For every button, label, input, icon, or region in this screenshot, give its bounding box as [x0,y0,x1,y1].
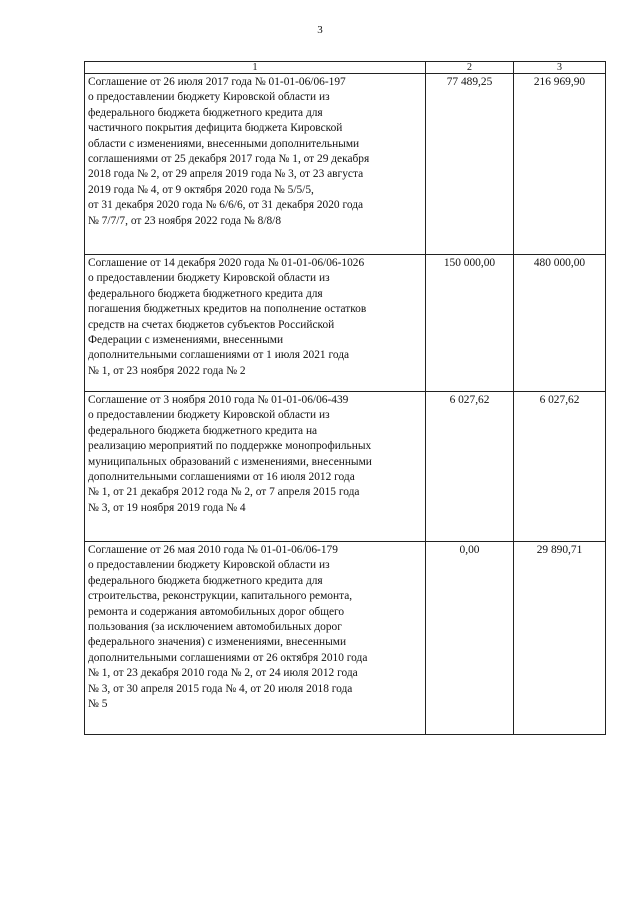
column-header-3: 3 [514,62,606,74]
column-header-1: 1 [85,62,426,74]
table-row [85,255,606,392]
amount-column-3: 29 890,71 [514,542,606,735]
amount-column-3: 480 000,00 [514,255,606,392]
budget-credits-table [84,61,606,735]
amount-column-2: 77 489,25 [426,74,514,255]
agreement-description: Соглашение от 26 мая 2010 года № 01-01-06/06-179 о предоставлении бюджету Кировской области из федерального бюджета бюджетного кредита для строительства, реконструкции, капитального ремонта, ремонта и содержания автомобильных дорог общего пользования (за исключением автомобильных дорог федерального значения) с изменениями, внесенными дополнительными соглашениями от 26 октября 2010 года № 1, от 23 декабря 2010 года № 2, от 24 июля 2012 года № 3, от 30 апреля 2015 года № 4, от 20 июля 2018 года № 5 [85,542,426,735]
agreement-description: Соглашение от 26 июля 2017 года № 01-01-06/06-197 о предоставлении бюджету Кировской области из федерального бюджета бюджетного кредита для частичного покрытия дефицита бюджета Кировской области с изменениями, внесенными дополнительными соглашениями от 25 декабря 2017 года № 1, от 29 декабря 2018 года № 2, от 29 апреля 2019 года № 3, от 23 августа 2019 года № 4, от 9 октября 2020 года № 5/5/5, от 31 декабря 2020 года № 6/6/6, от 31 декабря 2020 года № 7/7/7, от 23 ноября 2022 года № 8/8/8 [85,74,426,255]
amount-column-2: 150 000,00 [426,255,514,392]
agreement-description: Соглашение от 14 декабря 2020 года № 01-01-06/06-1026 о предоставлении бюджету Кировской области из федерального бюджета бюджетного кредита для погашения бюджетных кредитов на пополнение остатков средств на счетах бюджетов субъектов Российской Федерации с изменениями, внесенными дополнительными соглашениями от 1 июля 2021 года № 1, от 23 ноября 2022 года № 2 [85,255,426,392]
amount-column-2: 6 027,62 [426,392,514,542]
agreement-description: Соглашение от 3 ноября 2010 года № 01-01-06/06-439 о предоставлении бюджету Кировской области из федерального бюджета бюджетного кредита на реализацию мероприятий по поддержке монопрофильных муниципальных образований с изменениями, внесенными дополнительными соглашениями от 16 июля 2012 года № 1, от 21 декабря 2012 года № 2, от 7 апреля 2015 года № 3, от 19 ноября 2019 года № 4 [85,392,426,542]
amount-column-2: 0,00 [426,542,514,735]
column-header-2: 2 [426,62,514,74]
table-header-row [85,62,606,74]
page-number: 3 [317,24,323,36]
table-row [85,392,606,542]
amount-column-3: 216 969,90 [514,74,606,255]
table-row [85,74,606,255]
amount-column-3: 6 027,62 [514,392,606,542]
table-row [85,542,606,735]
